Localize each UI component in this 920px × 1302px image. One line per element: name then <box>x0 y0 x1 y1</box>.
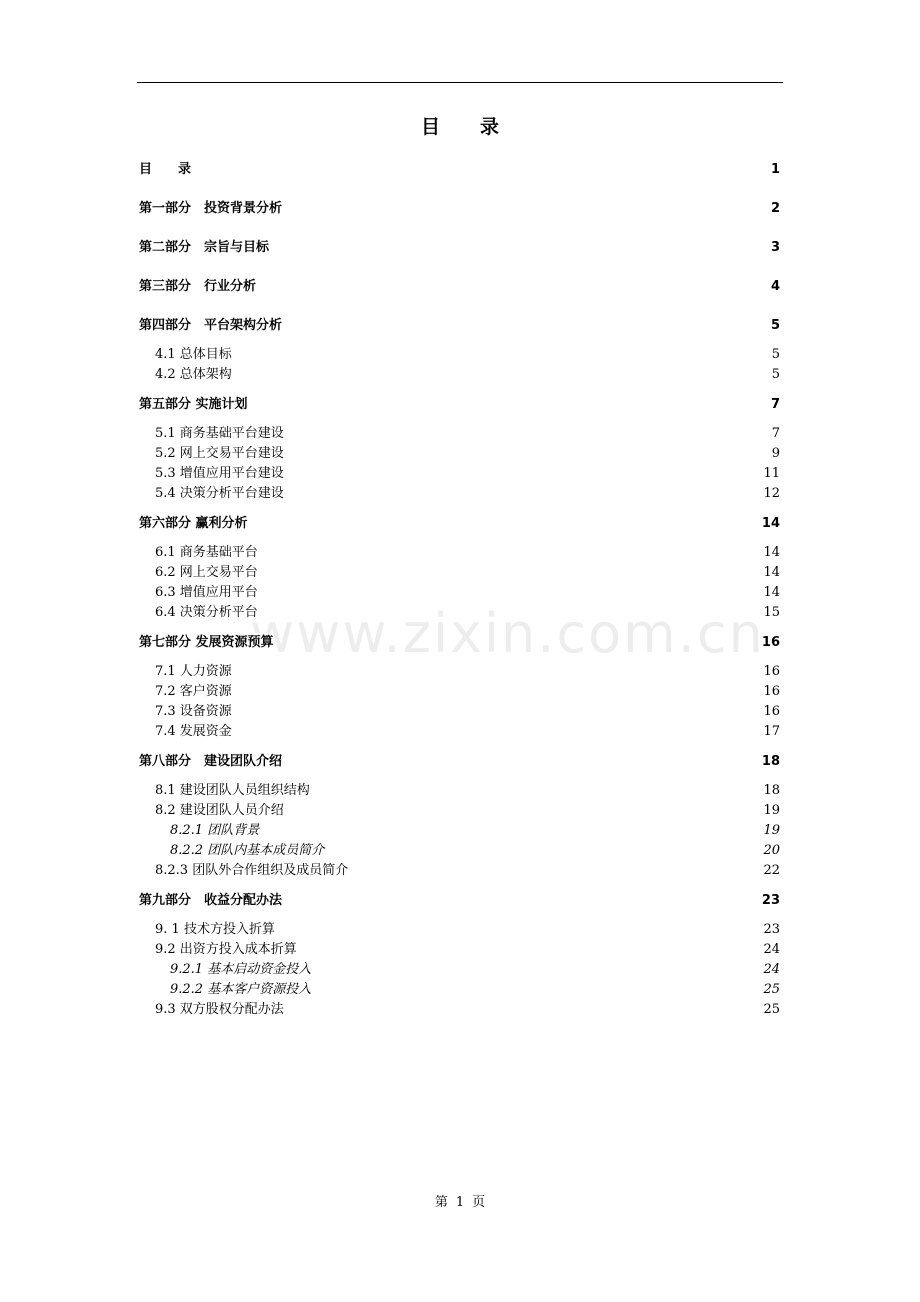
toc-entry-page-number: 18 <box>762 752 780 772</box>
toc-entry-page-number: 20 <box>763 841 780 861</box>
toc-entry-page-number: 14 <box>763 543 780 563</box>
toc-title-part-2: 录 <box>480 116 500 138</box>
toc-entry-page-number: 16 <box>763 682 780 702</box>
toc-entry-label: 8.2.1 团队背景 <box>170 821 259 841</box>
toc-entry-level-1[interactable] <box>139 277 780 297</box>
toc-entry-label: 第七部分 发展资源预算 <box>139 633 274 653</box>
toc-entry-page-number: 14 <box>763 563 780 583</box>
toc-entry-label: 5.4 决策分析平台建设 <box>155 484 284 504</box>
toc-entry-page-number: 22 <box>763 861 780 881</box>
toc-entry-label: 4.1 总体目标 <box>155 345 232 365</box>
toc-entry-level-3[interactable] <box>139 980 780 1000</box>
toc-entry-page-number: 23 <box>763 920 780 940</box>
toc-entry-label: 8.2.2 团队内基本成员简介 <box>170 841 324 861</box>
toc-entry-label: 第一部分 投资背景分析 <box>139 199 282 219</box>
toc-entry-level-3[interactable] <box>139 821 780 841</box>
toc-entry-level-1[interactable] <box>139 199 780 219</box>
toc-entry-page-number: 25 <box>763 1000 780 1020</box>
toc-entry-page-number: 18 <box>763 781 780 801</box>
toc-entry-label: 7.2 客户资源 <box>155 682 232 702</box>
toc-entry-label: 4.2 总体架构 <box>155 365 232 385</box>
toc-entry-level-2[interactable] <box>139 662 780 682</box>
toc-entry-level-2[interactable] <box>139 682 780 702</box>
toc-entry-label: 第八部分 建设团队介绍 <box>139 752 282 772</box>
toc-entry-label: 9.2 出资方投入成本折算 <box>155 940 297 960</box>
toc-entry-page-number: 24 <box>763 960 780 980</box>
page-footer <box>0 1191 920 1210</box>
toc-entry-page-number: 24 <box>763 940 780 960</box>
toc-entry-page-number: 1 <box>771 160 780 180</box>
toc-entry-label: 第三部分 行业分析 <box>139 277 256 297</box>
toc-entry-label: 8.1 建设团队人员组织结构 <box>155 781 310 801</box>
table-of-contents <box>139 160 780 1020</box>
toc-entry-level-1[interactable] <box>139 514 780 534</box>
toc-entry-level-2[interactable] <box>139 444 780 464</box>
toc-entry-page-number: 5 <box>772 345 780 365</box>
toc-entry-label: 6.4 决策分析平台 <box>155 603 258 623</box>
toc-entry-level-2[interactable] <box>139 1000 780 1020</box>
toc-entry-level-2[interactable] <box>139 345 780 365</box>
toc-title <box>0 112 920 139</box>
toc-entry-level-1[interactable] <box>139 395 780 415</box>
toc-entry-page-number: 4 <box>771 277 780 297</box>
toc-entry-label: 5.3 增值应用平台建设 <box>155 464 284 484</box>
toc-entry-label: 第六部分 赢利分析 <box>139 514 248 534</box>
toc-entry-label: 7.3 设备资源 <box>155 702 232 722</box>
toc-entry-page-number: 25 <box>763 980 780 1000</box>
toc-entry-label: 7.4 发展资金 <box>155 722 232 742</box>
toc-entry-level-2[interactable] <box>139 781 780 801</box>
toc-entry-level-2[interactable] <box>139 722 780 742</box>
toc-entry-label: 9. 1 技术方投入折算 <box>155 920 275 940</box>
toc-entry-label: 9.2.2 基本客户资源投入 <box>170 980 311 1000</box>
toc-entry-level-1[interactable] <box>139 891 780 911</box>
toc-entry-level-2[interactable] <box>139 365 780 385</box>
toc-entry-level-2[interactable] <box>139 563 780 583</box>
toc-entry-page-number: 23 <box>762 891 780 911</box>
toc-entry-level-2[interactable] <box>139 543 780 563</box>
toc-entry-page-number: 5 <box>771 316 780 336</box>
toc-entry-label: 6.1 商务基础平台 <box>155 543 258 563</box>
toc-entry-page-number: 9 <box>772 444 780 464</box>
toc-entry-page-number: 16 <box>762 633 780 653</box>
toc-entry-label: 目 录 <box>139 160 191 180</box>
toc-entry-label: 第五部分 实施计划 <box>139 395 248 415</box>
toc-entry-page-number: 7 <box>771 395 780 415</box>
toc-entry-page-number: 19 <box>763 821 780 841</box>
toc-entry-page-number: 12 <box>763 484 780 504</box>
toc-entry-level-2[interactable] <box>139 583 780 603</box>
toc-entry-level-2[interactable] <box>139 424 780 444</box>
toc-entry-label: 8.2 建设团队人员介绍 <box>155 801 284 821</box>
toc-entry-page-number: 2 <box>771 199 780 219</box>
toc-entry-level-2[interactable] <box>139 801 780 821</box>
toc-entry-page-number: 15 <box>763 603 780 623</box>
toc-entry-page-number: 5 <box>772 365 780 385</box>
toc-entry-level-2[interactable] <box>139 702 780 722</box>
header-rule <box>137 82 783 83</box>
toc-entry-level-1[interactable] <box>139 752 780 772</box>
toc-entry-label: 6.2 网上交易平台 <box>155 563 258 583</box>
toc-entry-level-3[interactable] <box>139 841 780 861</box>
toc-entry-level-2[interactable] <box>139 940 780 960</box>
toc-entry-page-number: 17 <box>763 722 780 742</box>
toc-entry-page-number: 7 <box>772 424 780 444</box>
toc-entry-level-3[interactable] <box>139 960 780 980</box>
toc-entry-level-2[interactable] <box>139 920 780 940</box>
toc-entry-label: 第四部分 平台架构分析 <box>139 316 282 336</box>
toc-entry-page-number: 16 <box>763 702 780 722</box>
footer-prefix: 第 <box>434 1195 448 1210</box>
toc-entry-label: 6.3 增值应用平台 <box>155 583 258 603</box>
toc-entry-page-number: 16 <box>763 662 780 682</box>
toc-entry-label: 9.3 双方股权分配办法 <box>155 1000 284 1020</box>
toc-title-part-1: 目 <box>420 116 440 138</box>
toc-entry-page-number: 14 <box>763 583 780 603</box>
toc-entry-level-1[interactable] <box>139 316 780 336</box>
toc-entry-level-2[interactable] <box>139 464 780 484</box>
toc-entry-label: 9.2.1 基本启动资金投入 <box>170 960 311 980</box>
toc-entry-level-1[interactable] <box>139 160 780 180</box>
toc-entry-label: 第九部分 收益分配办法 <box>139 891 282 911</box>
toc-entry-level-2[interactable] <box>139 484 780 504</box>
toc-entry-page-number: 3 <box>771 238 780 258</box>
toc-entry-page-number: 19 <box>763 801 780 821</box>
toc-entry-level-2[interactable] <box>139 603 780 623</box>
toc-entry-label: 5.1 商务基础平台建设 <box>155 424 284 444</box>
footer-suffix: 页 <box>472 1195 486 1210</box>
toc-entry-label: 第二部分 宗旨与目标 <box>139 238 269 258</box>
toc-entry-page-number: 11 <box>763 464 780 484</box>
toc-entry-label: 5.2 网上交易平台建设 <box>155 444 284 464</box>
watermark: www.zixin.com.cn <box>250 602 765 665</box>
toc-entry-level-1[interactable] <box>139 633 780 653</box>
toc-entry-label: 7.1 人力资源 <box>155 662 232 682</box>
footer-page-number: 1 <box>455 1195 465 1210</box>
toc-entry-page-number: 14 <box>762 514 780 534</box>
toc-entry-level-1[interactable] <box>139 238 780 258</box>
toc-entry-level-2[interactable] <box>139 861 780 881</box>
toc-entry-label: 8.2.3 团队外合作组织及成员简介 <box>155 861 348 881</box>
